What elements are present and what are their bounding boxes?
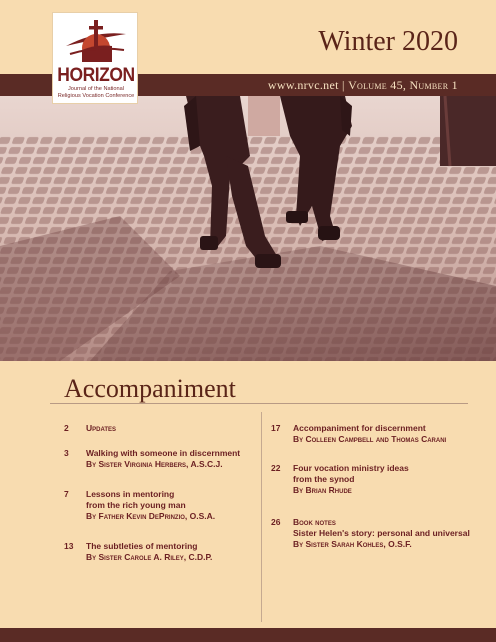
toc-page-number: 26	[271, 517, 281, 527]
toc-author: By Brian Rhude	[293, 485, 352, 495]
toc-title: The subtleties of mentoring	[86, 541, 198, 551]
cover-photo	[0, 96, 496, 361]
toc-title-line-2: from the synod	[293, 474, 355, 484]
toc-title-line-2: from the rich young man	[86, 500, 186, 510]
heading-divider	[50, 403, 468, 404]
horizon-logo	[52, 12, 138, 104]
toc-page-number: 22	[271, 463, 281, 473]
toc-page-number: 17	[271, 423, 281, 433]
sunrise-cross-icon	[60, 16, 132, 68]
logo-name: HORIZON	[57, 65, 135, 86]
toc-title: Accompaniment for discernment	[293, 423, 426, 433]
toc-author: By Sister Carole A. Riley, C.D.P.	[86, 552, 213, 562]
toc-title: Walking with someone in discernment	[86, 448, 241, 458]
toc-author: By Colleen Campbell and Thomas Carani	[293, 434, 447, 444]
toc-page-number: 3	[64, 448, 69, 458]
toc-page-number: 2	[64, 423, 69, 433]
walking-in-snow-image	[0, 96, 496, 361]
toc-author: By Sister Sarah Kohles, O.S.F.	[293, 539, 412, 549]
issue-theme-heading: Accompaniment	[64, 374, 236, 403]
toc-author: By Father Kevin DePrinzio, O.S.A.	[86, 511, 216, 521]
toc-author: By Sister Virginia Herbers, A.S.C.J.	[86, 459, 223, 469]
toc-page-number: 7	[64, 489, 69, 499]
toc-page-number: 13	[64, 541, 74, 551]
toc-title: Four vocation ministry ideas	[293, 463, 409, 473]
toc-title: Updates	[86, 423, 117, 433]
footer-bar	[0, 628, 496, 642]
toc-title: Lessons in mentoring	[86, 489, 175, 499]
toc-title-line-2: Sister Helen's story: personal and universal	[293, 528, 470, 538]
issue-season: Winter 2020	[318, 26, 458, 57]
info-bar-text	[268, 78, 458, 93]
logo-subtitle: Journal of the National Religious Vocation Conference	[57, 86, 135, 99]
volume-number: Volume 45, Number 1	[348, 78, 458, 92]
separator: |	[342, 78, 345, 92]
toc-title: Book notes	[293, 517, 336, 527]
website-link[interactable]: www.nrvc.net	[267, 78, 339, 92]
